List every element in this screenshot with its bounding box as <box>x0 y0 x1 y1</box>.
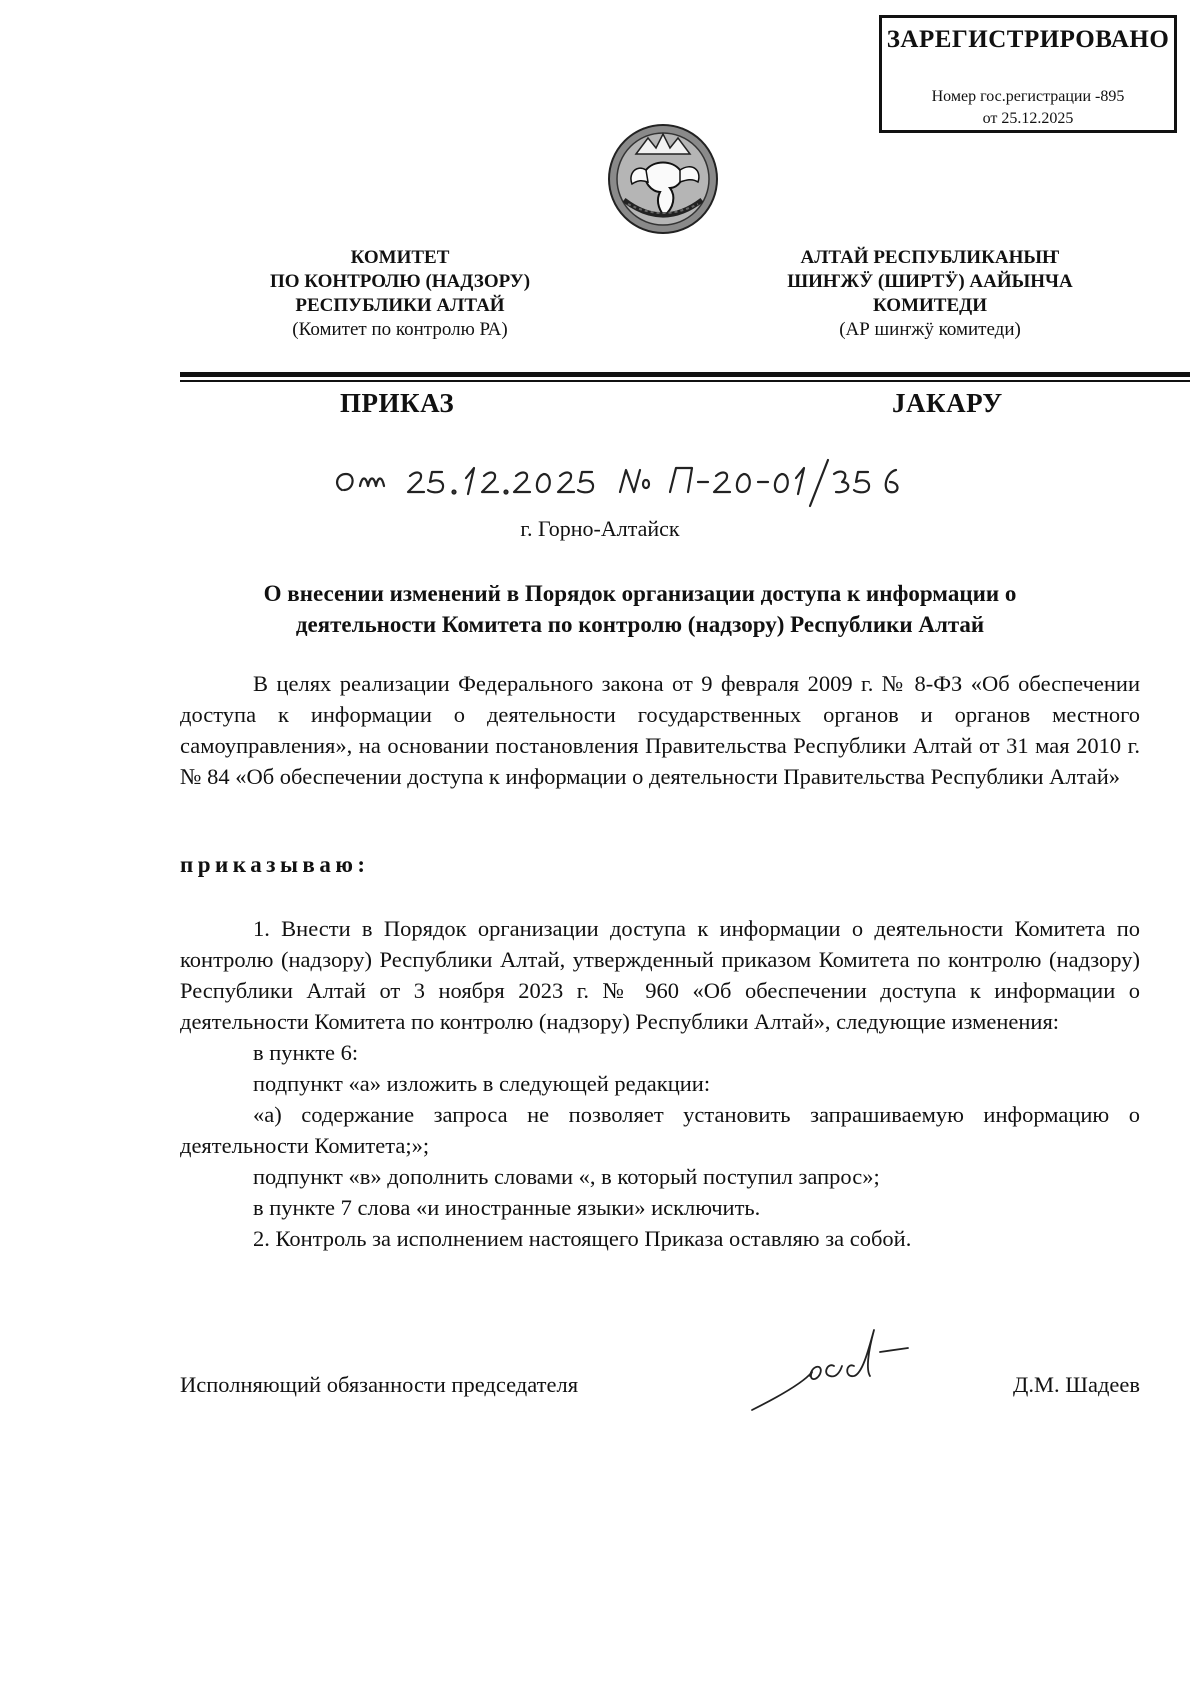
item-1: 1. Внести в Порядок организации доступа к информации о деятельности Комитета по контролю (надзору) Республики Алтай, утвержденный приказом Комитета по контролю (надзору) Республики Алтай от 3 ноября 2023 г. № 960 «Об обеспечении доступа к информации о деятельности Комитета по контролю (надзору) Республики Алтай», следующие изменения: <box>180 916 1140 1034</box>
header-left-line2: ПО КОНТРОЛЮ (НАДЗОРУ) <box>269 271 531 292</box>
header-left-short-name: (Комитет по контролю РА) <box>292 319 508 340</box>
subject-line2: деятельности Комитета по контролю (надзору) Республики Алтай <box>295 612 985 637</box>
stamp-registration-date: от 25.12.2025 <box>982 110 1074 127</box>
item-1-point-6: в пункте 6: <box>253 1040 359 1065</box>
intro-section <box>180 668 1140 792</box>
order-items <box>180 913 1140 1254</box>
document-city: г. Горно-Алтайск <box>520 516 680 541</box>
signatory-position: Исполняющий обязанности председателя <box>180 1372 579 1397</box>
header-left-ru <box>245 246 555 342</box>
item-2: 2. Контроль за исполнением настоящего Приказа оставляю за собой. <box>253 1226 912 1251</box>
decree-word: приказываю: <box>180 852 370 877</box>
order-title-ru: ПРИКАЗ <box>340 388 455 418</box>
header-left-line1: КОМИТЕТ <box>350 247 450 268</box>
header-left-line3: РЕСПУБЛИКИ АЛТАЙ <box>295 295 505 316</box>
handwritten-signature <box>750 1322 950 1412</box>
item-1-subpoint-a-text: «а) содержание запроса не позволяет установить запрашиваемую информацию о деятельности Комитета;»; <box>180 1102 1140 1158</box>
header-right-short-name: (АР шиҥжӱ комитеди) <box>839 319 1021 340</box>
subject-line1: О внесении изменений в Порядок организации доступа к информации о <box>263 581 1017 606</box>
item-1-subpoint-v: подпункт «в» дополнить словами «, в который поступил запрос»; <box>253 1164 880 1189</box>
header-right-line3: КОМИТЕДИ <box>873 295 987 316</box>
header-right-line2: ШИҤЖӰ (ШИРТӰ) ААЙЫНЧА <box>787 271 1073 292</box>
header-right-line1: АЛТАЙ РЕСПУБЛИКАНЫҤ <box>800 247 1060 268</box>
stamp-title: ЗАРЕГИСТРИРОВАНО <box>886 26 1170 53</box>
intro-paragraph: В целях реализации Федерального закона от 9 февраля 2009 г. № 8-ФЗ «Об обеспечении доступа к информации о деятельности государственных органов и органов местного самоуправления», на основании постановления Правительства Республики Алтай от 31 мая 2010 г. № 84 «Об обеспечении доступа к информации о деятельности Правительства Республики Алтай» <box>180 671 1140 789</box>
order-title-altai: ЈАКАРУ <box>892 388 1003 418</box>
registration-stamp <box>879 15 1177 133</box>
handwritten-date-number <box>330 450 910 520</box>
stamp-registration-number: Номер гос.регистрации -895 <box>931 88 1125 105</box>
coat-of-arms-icon <box>606 122 720 236</box>
header-divider-thick <box>180 372 1190 377</box>
header-divider-thin <box>180 380 1190 382</box>
item-1-point-7: в пункте 7 слова «и иностранные языки» исключить. <box>253 1195 761 1220</box>
item-1-subpoint-a-intro: подпункт «а» изложить в следующей редакции: <box>253 1071 711 1096</box>
document-subject <box>190 578 1090 640</box>
header-right-altai <box>735 246 1125 342</box>
signatory-name: Д.М. Шадеев <box>1013 1372 1140 1397</box>
